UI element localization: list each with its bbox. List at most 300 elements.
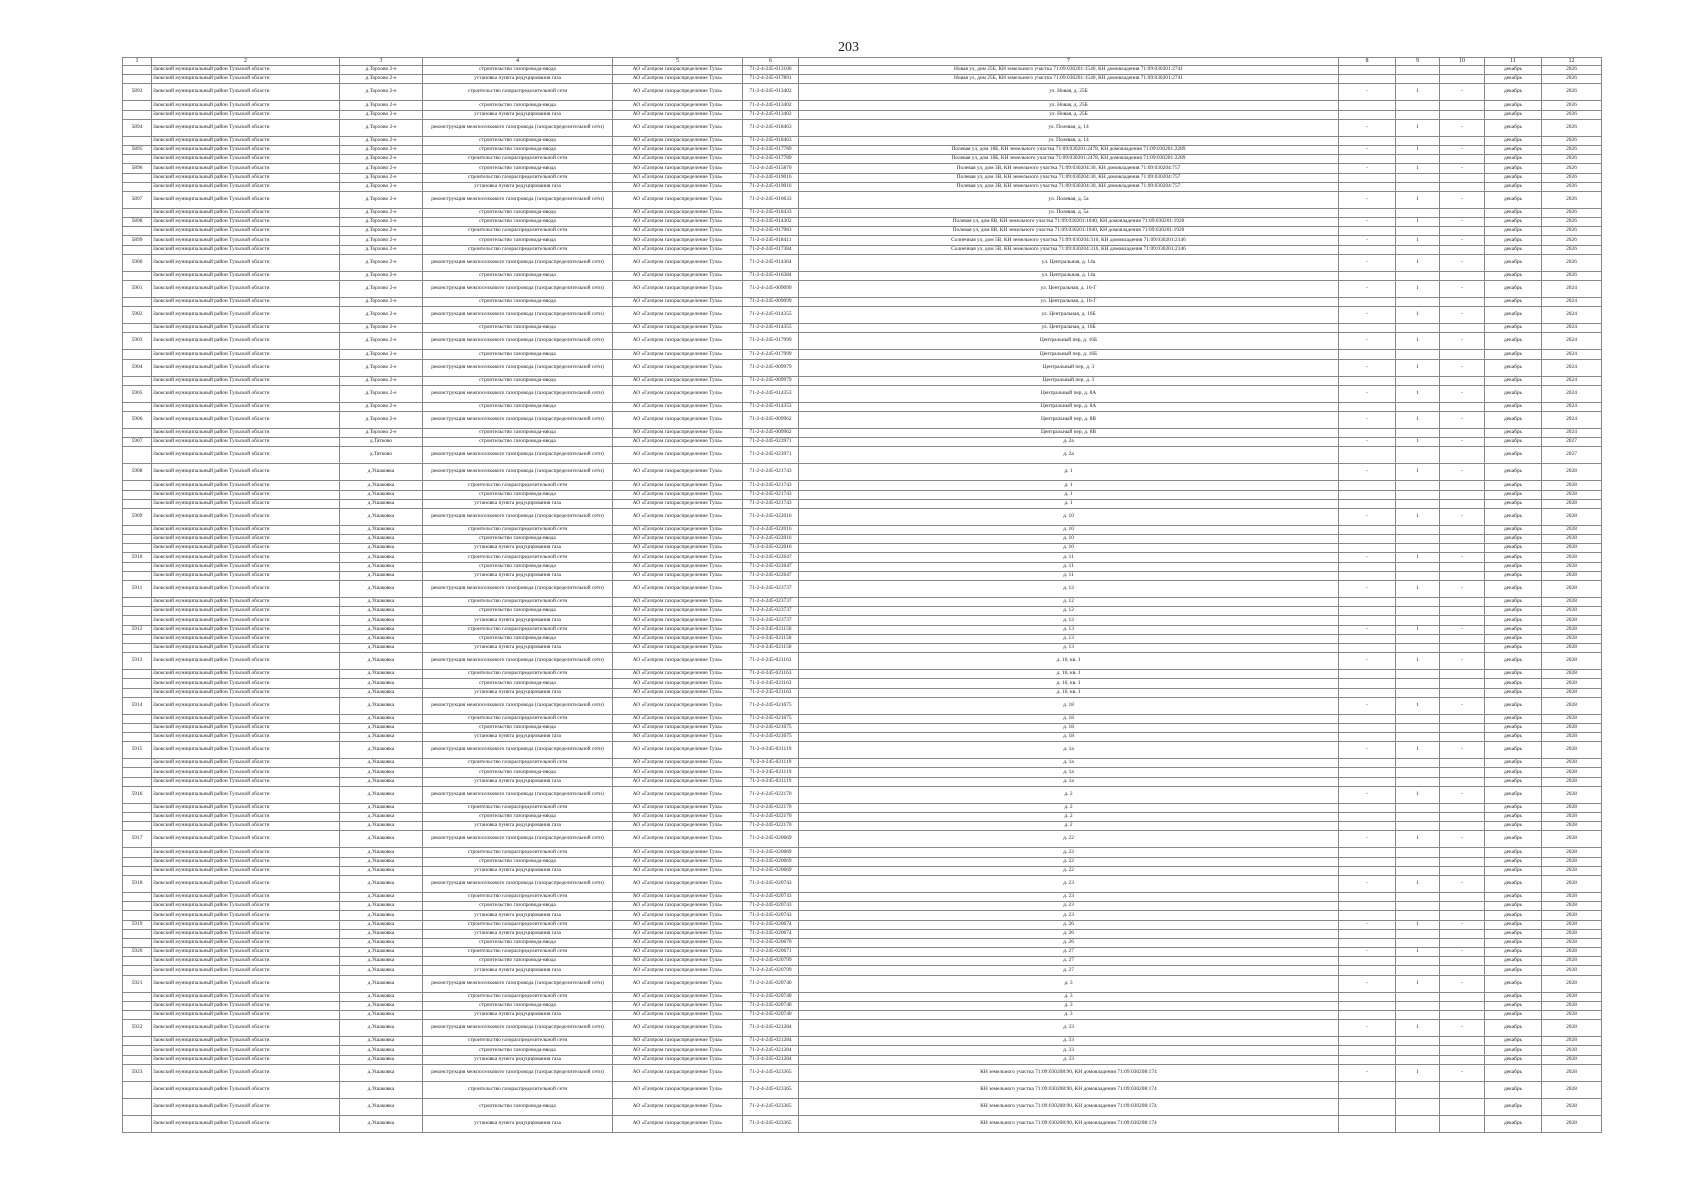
application-code-cell: 71-2-4-245-017384 [743, 245, 799, 254]
address-cell: д. 27 [799, 948, 1339, 957]
col10-cell [1440, 777, 1485, 786]
col9-cell [1396, 324, 1440, 333]
year-cell: 2028 [1542, 634, 1602, 643]
month-cell: декабрь [1485, 84, 1542, 101]
settlement-cell: д.Ушаковка [340, 1020, 423, 1037]
row-number [123, 75, 152, 84]
col8-cell: - [1339, 875, 1396, 892]
application-code-cell: 71-2-4-245-021150 [743, 643, 799, 652]
month-cell: декабрь [1485, 307, 1542, 324]
year-cell: 2028 [1542, 607, 1602, 616]
month-cell: декабрь [1485, 688, 1542, 697]
year-cell: 2028 [1542, 1081, 1602, 1098]
row-number: 5914 [123, 697, 152, 714]
owner-cell: АО «Газпром газораспределение Тула» [613, 553, 743, 562]
col10-cell [1440, 643, 1485, 652]
owner-cell: АО «Газпром газораспределение Тула» [613, 84, 743, 101]
col10-cell: - [1440, 920, 1485, 929]
work-type-cell: строительство газопровода-ввода [423, 938, 613, 947]
work-type-cell: установка пункта редуцирования газа [423, 866, 613, 875]
owner-cell: АО «Газпром газораспределение Тула» [613, 803, 743, 812]
application-code-cell: 71-2-4-245-023971 [743, 438, 799, 447]
col8-cell [1339, 1001, 1396, 1010]
district-cell: Заокский муниципальный район Тульской области [152, 155, 340, 164]
table-row [123, 653, 1602, 670]
month-cell: декабрь [1485, 411, 1542, 428]
application-code-cell: 71-2-4-245-019016 [743, 173, 799, 182]
row-number [123, 866, 152, 875]
col10-cell [1440, 350, 1485, 359]
row-number [123, 1001, 152, 1010]
col9-cell [1396, 733, 1440, 742]
settlement-cell: д.Ушаковка [340, 1081, 423, 1098]
year-cell: 2024 [1542, 376, 1602, 385]
row-number [123, 803, 152, 812]
col8-cell [1339, 271, 1396, 280]
owner-cell: АО «Газпром газораспределение Тула» [613, 1037, 743, 1046]
work-type-cell: строительство газораспределительной сети [423, 84, 613, 101]
settlement-cell: д.Ушаковка [340, 777, 423, 786]
col9-cell [1396, 376, 1440, 385]
district-cell: Заокский муниципальный район Тульской области [152, 714, 340, 723]
table-row [123, 598, 1602, 607]
settlement-cell: д.Торхово 2-е [340, 173, 423, 182]
settlement-cell: д.Ушаковка [340, 544, 423, 553]
work-type-cell: строительство газораспределительной сети [423, 625, 613, 634]
owner-cell: АО «Газпром газораспределение Тула» [613, 975, 743, 992]
work-type-cell: установка пункта редуцирования газа [423, 182, 613, 191]
col9-cell: 1 [1396, 742, 1440, 759]
month-cell: декабрь [1485, 1046, 1542, 1055]
table-row [123, 164, 1602, 173]
address-cell: д. 12 [799, 598, 1339, 607]
work-type-cell: строительство газопровода-ввода [423, 66, 613, 75]
table-row [123, 464, 1602, 481]
row-number [123, 598, 152, 607]
owner-cell: АО «Газпром газораспределение Тула» [613, 598, 743, 607]
col10-cell: - [1440, 625, 1485, 634]
work-type-cell: строительство газопровода-ввода [423, 1046, 613, 1055]
table-row [123, 768, 1602, 777]
row-number [123, 350, 152, 359]
month-cell: декабрь [1485, 768, 1542, 777]
table-row [123, 966, 1602, 975]
work-type-cell: строительство газопровода-ввода [423, 535, 613, 544]
month-cell: декабрь [1485, 803, 1542, 812]
year-cell: 2028 [1542, 911, 1602, 920]
month-cell: декабрь [1485, 298, 1542, 307]
col8-cell [1339, 911, 1396, 920]
owner-cell: АО «Газпром газораспределение Тула» [613, 848, 743, 857]
application-code-cell: 71-2-4-245-013402 [743, 101, 799, 110]
settlement-cell: д.Торхово 2-е [340, 307, 423, 324]
work-type-cell: строительство газораспределительной сети [423, 525, 613, 534]
district-cell: Заокский муниципальный район Тульской области [152, 957, 340, 966]
district-cell: Заокский муниципальный район Тульской области [152, 911, 340, 920]
col8-cell [1339, 571, 1396, 580]
district-cell: Заокский муниципальный район Тульской области [152, 866, 340, 875]
settlement-cell: д.Ушаковка [340, 562, 423, 571]
settlement-cell: д.Ушаковка [340, 875, 423, 892]
district-cell: Заокский муниципальный район Тульской области [152, 670, 340, 679]
col9-cell [1396, 298, 1440, 307]
address-cell: д. 13 [799, 634, 1339, 643]
settlement-cell: д.Тятково [340, 438, 423, 447]
col9-cell [1396, 136, 1440, 145]
table-row [123, 777, 1602, 786]
settlement-cell: д.Ушаковка [340, 634, 423, 643]
col8-cell [1339, 616, 1396, 625]
year-cell: 2028 [1542, 975, 1602, 992]
owner-cell: АО «Газпром газораспределение Тула» [613, 499, 743, 508]
col9-cell [1396, 911, 1440, 920]
work-type-cell: строительство газопровода-ввода [423, 768, 613, 777]
month-cell: декабрь [1485, 1020, 1542, 1037]
work-type-cell: строительство газопровода-ввода [423, 324, 613, 333]
month-cell: декабрь [1485, 447, 1542, 464]
application-code-cell: 71-2-4-245-016633 [743, 191, 799, 208]
table-row [123, 759, 1602, 768]
col10-cell [1440, 1098, 1485, 1115]
month-cell: декабрь [1485, 562, 1542, 571]
col10-cell [1440, 992, 1485, 1001]
owner-cell: АО «Газпром газораспределение Тула» [613, 875, 743, 892]
table-row [123, 625, 1602, 634]
row-number [123, 607, 152, 616]
col9-cell [1396, 670, 1440, 679]
month-cell: декабрь [1485, 182, 1542, 191]
col8-cell [1339, 679, 1396, 688]
row-number [123, 679, 152, 688]
col9-cell [1396, 723, 1440, 732]
address-cell: ул. Центральная, д. 16-Г [799, 298, 1339, 307]
table-row [123, 975, 1602, 992]
application-code-cell: 71-2-4-245-021163 [743, 670, 799, 679]
application-code-cell: 71-2-4-245-020740 [743, 992, 799, 1001]
col9-cell [1396, 66, 1440, 75]
settlement-cell: д.Торхово 2-е [340, 164, 423, 173]
year-cell: 2028 [1542, 643, 1602, 652]
address-cell: д. 2а [799, 438, 1339, 447]
table-row [123, 929, 1602, 938]
row-number [123, 902, 152, 911]
col10-cell [1440, 1011, 1485, 1020]
col8-cell [1339, 768, 1396, 777]
year-cell: 2026 [1542, 182, 1602, 191]
address-cell: КН земельного участка 71:09:030208:90, КН домовладения 71:09:030208:174 [799, 1115, 1339, 1132]
col10-cell [1440, 822, 1485, 831]
settlement-cell: д.Ушаковка [340, 581, 423, 598]
table-row [123, 254, 1602, 271]
settlement-cell: д.Ушаковка [340, 892, 423, 901]
row-number [123, 634, 152, 643]
month-cell: декабрь [1485, 929, 1542, 938]
owner-cell: АО «Газпром газораспределение Тула» [613, 101, 743, 110]
application-code-cell: 71-2-4-245-022016 [743, 544, 799, 553]
year-cell: 2028 [1542, 562, 1602, 571]
row-number [123, 733, 152, 742]
settlement-cell: д.Торхово 2-е [340, 84, 423, 101]
owner-cell: АО «Газпром газораспределение Тула» [613, 245, 743, 254]
address-cell: Полевая ул, дом 3В, КН земельного участка 71:09:030204:30, КН домовладения 71:09:030204:757 [799, 182, 1339, 191]
settlement-cell: д.Торхово 2-е [340, 298, 423, 307]
settlement-cell: д.Торхово 2-е [340, 101, 423, 110]
month-cell: декабрь [1485, 848, 1542, 857]
col10-cell [1440, 848, 1485, 857]
address-cell: д. 18 [799, 733, 1339, 742]
settlement-cell: д.Ушаковка [340, 1037, 423, 1046]
district-cell: Заокский муниципальный район Тульской области [152, 938, 340, 947]
table-row [123, 428, 1602, 437]
month-cell: декабрь [1485, 948, 1542, 957]
col10-cell [1440, 857, 1485, 866]
col9-cell [1396, 848, 1440, 857]
col10-cell: - [1440, 438, 1485, 447]
year-cell: 2027 [1542, 447, 1602, 464]
table-row [123, 1081, 1602, 1098]
year-cell: 2028 [1542, 481, 1602, 490]
work-type-cell: строительство газопровода-ввода [423, 350, 613, 359]
district-cell: Заокский муниципальный район Тульской области [152, 145, 340, 154]
table-row [123, 857, 1602, 866]
year-cell: 2028 [1542, 813, 1602, 822]
column-number: 1 [123, 58, 152, 66]
application-code-cell: 71-2-4-245-020743 [743, 892, 799, 901]
month-cell: декабрь [1485, 975, 1542, 992]
owner-cell: АО «Газпром газораспределение Тула» [613, 866, 743, 875]
col10-cell [1440, 966, 1485, 975]
col10-cell [1440, 182, 1485, 191]
col9-cell: 1 [1396, 697, 1440, 714]
settlement-cell: д.Ушаковка [340, 857, 423, 866]
owner-cell: АО «Газпром газораспределение Тула» [613, 236, 743, 245]
work-type-cell: строительство газораспределительной сети [423, 803, 613, 812]
row-number [123, 227, 152, 236]
row-number: 5894 [123, 119, 152, 136]
col10-cell [1440, 1037, 1485, 1046]
table-row [123, 1055, 1602, 1064]
district-cell: Заокский муниципальный район Тульской области [152, 571, 340, 580]
address-cell: д. 3 [799, 975, 1339, 992]
address-cell: д. 12 [799, 607, 1339, 616]
table-row [123, 535, 1602, 544]
address-cell: Полевая ул, дом 18Б, КН земельного участка 71:09:030201:2478, КН домовладения 71:09:030201:2289 [799, 155, 1339, 164]
settlement-cell: д.Ушаковка [340, 975, 423, 992]
col8-cell [1339, 777, 1396, 786]
col9-cell: 1 [1396, 254, 1440, 271]
district-cell: Заокский муниципальный район Тульской области [152, 350, 340, 359]
district-cell: Заокский муниципальный район Тульской области [152, 481, 340, 490]
work-type-cell: строительство газопровода-ввода [423, 723, 613, 732]
col9-cell [1396, 768, 1440, 777]
col10-cell: - [1440, 508, 1485, 525]
row-number: 5922 [123, 1020, 152, 1037]
month-cell: декабрь [1485, 402, 1542, 411]
owner-cell: АО «Газпром газораспределение Тула» [613, 777, 743, 786]
address-cell: д. 1 [799, 464, 1339, 481]
col8-cell: - [1339, 464, 1396, 481]
year-cell: 2028 [1542, 777, 1602, 786]
address-cell: ул. Полевая, д. 14 [799, 136, 1339, 145]
address-cell: ул. Центральная, д. 14а [799, 254, 1339, 271]
address-cell: д. 16, кв. 1 [799, 679, 1339, 688]
work-type-cell: установка пункта редуцирования газа [423, 1011, 613, 1020]
work-type-cell: строительство газопровода-ввода [423, 271, 613, 280]
col10-cell: - [1440, 411, 1485, 428]
row-number [123, 208, 152, 217]
col10-cell: - [1440, 307, 1485, 324]
month-cell: декабрь [1485, 464, 1542, 481]
year-cell: 2026 [1542, 145, 1602, 154]
table-row [123, 688, 1602, 697]
settlement-cell: д.Торхово 2-е [340, 254, 423, 271]
settlement-cell: д.Ушаковка [340, 803, 423, 812]
year-cell: 2028 [1542, 1098, 1602, 1115]
col8-cell [1339, 155, 1396, 164]
owner-cell: АО «Газпром газораспределение Тула» [613, 227, 743, 236]
month-cell: декабрь [1485, 786, 1542, 803]
row-number [123, 101, 152, 110]
year-cell: 2026 [1542, 119, 1602, 136]
table-row [123, 948, 1602, 957]
col8-cell [1339, 1055, 1396, 1064]
owner-cell: АО «Газпром газораспределение Тула» [613, 208, 743, 217]
district-cell: Заокский муниципальный район Тульской области [152, 1001, 340, 1010]
month-cell: декабрь [1485, 245, 1542, 254]
work-type-cell: реконструкция межпоселкового газопровода (газораспределительной сети) [423, 786, 613, 803]
work-type-cell: строительство газораспределительной сети [423, 759, 613, 768]
year-cell: 2024 [1542, 324, 1602, 333]
district-cell: Заокский муниципальный район Тульской области [152, 333, 340, 350]
district-cell: Заокский муниципальный район Тульской области [152, 110, 340, 119]
table-row [123, 350, 1602, 359]
month-cell: декабрь [1485, 742, 1542, 759]
col8-cell [1339, 1081, 1396, 1098]
row-number [123, 822, 152, 831]
row-number [123, 759, 152, 768]
application-code-cell: 71-2-4-245-018411 [743, 236, 799, 245]
owner-cell: АО «Газпром газораспределение Тула» [613, 464, 743, 481]
owner-cell: АО «Газпром газораспределение Тула» [613, 813, 743, 822]
col9-cell: 1 [1396, 975, 1440, 992]
application-code-cell: 71-2-4-245-021284 [743, 1055, 799, 1064]
month-cell: декабрь [1485, 1037, 1542, 1046]
row-number [123, 1046, 152, 1055]
settlement-cell: д.Ушаковка [340, 481, 423, 490]
application-code-cell: 71-2-4-245-014355 [743, 324, 799, 333]
col10-cell [1440, 428, 1485, 437]
application-code-cell: 71-2-4-245-018463 [743, 136, 799, 145]
year-cell: 2028 [1542, 966, 1602, 975]
table-row [123, 1020, 1602, 1037]
table-row [123, 634, 1602, 643]
district-cell: Заокский муниципальный район Тульской области [152, 822, 340, 831]
work-type-cell: установка пункта редуцирования газа [423, 822, 613, 831]
col9-cell [1396, 643, 1440, 652]
application-code-cell: 71-2-4-245-009979 [743, 376, 799, 385]
district-cell: Заокский муниципальный район Тульской области [152, 920, 340, 929]
column-number: 3 [340, 58, 423, 66]
col9-cell: 1 [1396, 653, 1440, 670]
table-row [123, 136, 1602, 145]
settlement-cell: д.Ушаковка [340, 813, 423, 822]
address-cell: д. 3 [799, 1001, 1339, 1010]
table-row [123, 714, 1602, 723]
col8-cell: - [1339, 191, 1396, 208]
col10-cell [1440, 733, 1485, 742]
column-number-row [123, 58, 1602, 66]
col10-cell [1440, 173, 1485, 182]
month-cell: декабрь [1485, 607, 1542, 616]
column-number: 11 [1485, 58, 1542, 66]
month-cell: декабрь [1485, 535, 1542, 544]
address-cell: д. 23 [799, 902, 1339, 911]
col8-cell [1339, 245, 1396, 254]
table-row [123, 173, 1602, 182]
col8-cell: - [1339, 411, 1396, 428]
row-number [123, 1037, 152, 1046]
work-type-cell: строительство газопровода-ввода [423, 428, 613, 437]
district-cell: Заокский муниципальный район Тульской области [152, 411, 340, 428]
month-cell: декабрь [1485, 1098, 1542, 1115]
district-cell: Заокский муниципальный район Тульской области [152, 402, 340, 411]
settlement-cell: д.Ушаковка [340, 742, 423, 759]
year-cell: 2028 [1542, 992, 1602, 1001]
col10-cell: - [1440, 697, 1485, 714]
district-cell: Заокский муниципальный район Тульской области [152, 245, 340, 254]
owner-cell: АО «Газпром газораспределение Тула» [613, 957, 743, 966]
address-cell: д. 1 [799, 499, 1339, 508]
col8-cell [1339, 499, 1396, 508]
table-row [123, 1046, 1602, 1055]
owner-cell: АО «Газпром газораспределение Тула» [613, 1064, 743, 1081]
settlement-cell: д.Ушаковка [340, 616, 423, 625]
settlement-cell: д.Ушаковка [340, 464, 423, 481]
col9-cell: 1 [1396, 581, 1440, 598]
col9-cell: 1 [1396, 464, 1440, 481]
work-type-cell: строительство газораспределительной сети [423, 670, 613, 679]
col9-cell [1396, 616, 1440, 625]
address-cell: д. 12 [799, 616, 1339, 625]
application-code-cell: 71-2-4-245-021743 [743, 464, 799, 481]
settlement-cell: д.Торхово 2-е [340, 145, 423, 154]
row-number [123, 1055, 152, 1064]
year-cell: 2026 [1542, 66, 1602, 75]
year-cell: 2026 [1542, 164, 1602, 173]
district-cell: Заокский муниципальный район Тульской области [152, 892, 340, 901]
col8-cell [1339, 607, 1396, 616]
district-cell: Заокский муниципальный район Тульской области [152, 535, 340, 544]
col8-cell: - [1339, 1020, 1396, 1037]
col10-cell: - [1440, 145, 1485, 154]
owner-cell: АО «Газпром газораспределение Тула» [613, 822, 743, 831]
settlement-cell: д.Ушаковка [340, 723, 423, 732]
address-cell: ул. Новая, д. 25Б [799, 101, 1339, 110]
application-code-cell: 71-2-4-245-020674 [743, 920, 799, 929]
year-cell: 2026 [1542, 227, 1602, 236]
col10-cell [1440, 670, 1485, 679]
row-number: 5903 [123, 333, 152, 350]
year-cell: 2028 [1542, 875, 1602, 892]
settlement-cell: д.Торхово 2-е [340, 411, 423, 428]
year-cell: 2028 [1542, 688, 1602, 697]
application-code-cell: 71-2-4-245-014364 [743, 254, 799, 271]
col9-cell [1396, 525, 1440, 534]
year-cell: 2024 [1542, 307, 1602, 324]
address-cell: Солнечная ул, дом 5В, КН земельного участка 71:09:030204:316, КН домовладения 71:09:030201:2146 [799, 236, 1339, 245]
col10-cell: - [1440, 359, 1485, 376]
row-number [123, 182, 152, 191]
